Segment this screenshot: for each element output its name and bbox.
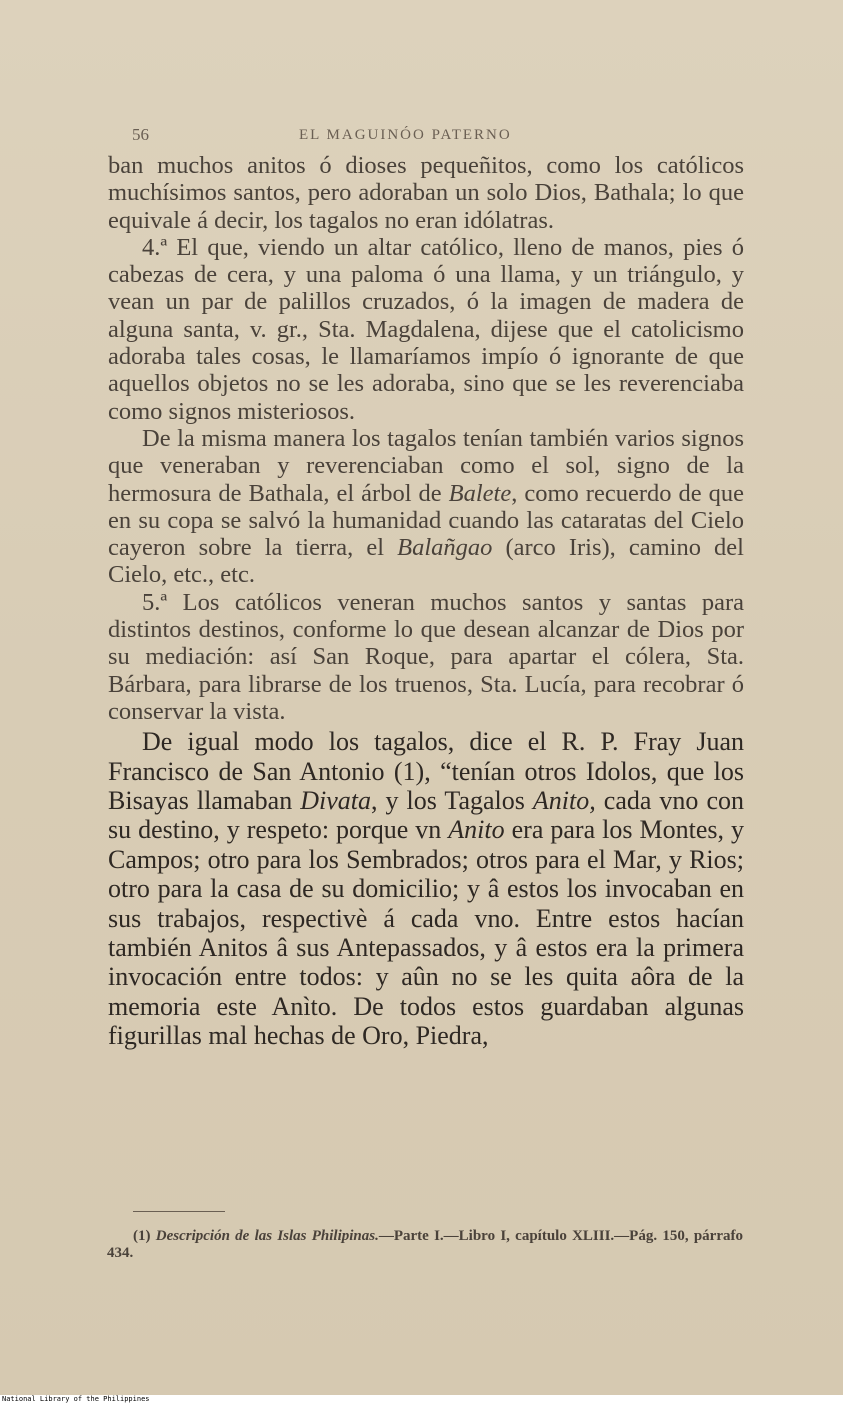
paragraph-5-text-a: De igual modo los tagalos, dice el R. P. Fray Juan Francisco de San Antonio (1), “tenían otros Idolos, que los Bisayas llamaban xyxy=(108,727,744,816)
running-title: EL MAGUINÓO PATERNO xyxy=(299,127,512,143)
term-anito-1: Anito, xyxy=(532,786,596,816)
footnote-rule xyxy=(133,1211,225,1212)
paragraph-5 xyxy=(108,727,744,1050)
paragraph-3-text-c: (arco Iris), camino del Cielo, etc., etc. xyxy=(108,534,744,589)
library-credit: National Library of the Philippines xyxy=(2,1395,150,1403)
paragraph-2: 4.ª El que, viendo un altar católico, lleno de manos, pies ó cabezas de cera, y una paloma ó una llama, y un triángulo, y vean un par de palillos cruzados, ó la imagen de madera de alguna santa, v. gr., Sta. Magdalena, dijese que el catolicismo adoraba tales cosas, le llamaríamos impío ó ignorante de que aquellos objetos no se les adoraba, sino que se les reverenciaba como signos misteriosos. xyxy=(108,233,744,425)
footnote-marker: (1) xyxy=(133,1228,151,1244)
paragraph-5-text-c: cada vno con su destino, y respeto: porque vn xyxy=(108,786,744,845)
paragraph-1: ban muchos anitos ó dioses pequeñitos, como los católicos muchísimos santos, pero adoraban un solo Dios, Bathala; lo que equivale á decir, los tagalos no eran idólatras. xyxy=(108,152,744,234)
page-number: 56 xyxy=(132,125,149,144)
paragraph-3-text-b: , como recuerdo de que en su copa se salvó la humanidad cuando las cataratas del Cielo cayeron sobre la tierra, el xyxy=(108,479,744,562)
credit-strip xyxy=(0,1395,843,1403)
term-divata: Divata xyxy=(300,786,371,816)
paragraph-5-text-d: era para los Montes, y Campos; otro para los Sembrados; otros para el Mar, y Rios; otro para la casa de su domicilio; y â estos los invocaban en sus trabajos, respectivè á cada vno. Entre estos hacían también Anitos â sus Antepassados, y â estos era la primera invocación entre todos: y aûn no se les quita aôra de la memoria este Anìto. De todos estos guardaban algunas figurillas mal hechas de Oro, Piedra, xyxy=(108,815,744,1051)
term-balete: Balete xyxy=(448,479,512,507)
paragraph-3 xyxy=(108,425,744,589)
body-text xyxy=(108,152,744,1051)
term-anito-2: Anito xyxy=(448,815,505,845)
term-balangao: Balañgao xyxy=(397,534,493,562)
paragraph-3-text-a: De la misma manera los tagalos tenían también varios signos que veneraban y reverenciaban como el sol, signo de la hermosura de Bathala, el árbol de xyxy=(108,424,744,507)
footnote-work-title: Descripción de las Islas Philipinas. xyxy=(155,1228,379,1244)
footnote-reference: —Parte I.—Libro I, capítulo XLIII.—Pág. 150, párrafo 434. xyxy=(107,1228,743,1261)
paragraph-4: 5.ª Los católicos veneran muchos santos y santas para distintos destinos, conforme lo que desean alcanzar de Dios por su mediación: así San Roque, para apartar el cólera, Sta. Bárbara, para librarse de los truenos, Sta. Lucía, para recobrar ó conservar la vista. xyxy=(108,588,744,725)
footnote xyxy=(107,1228,743,1262)
paragraph-5-text-b: , y los Tagalos xyxy=(370,786,533,816)
